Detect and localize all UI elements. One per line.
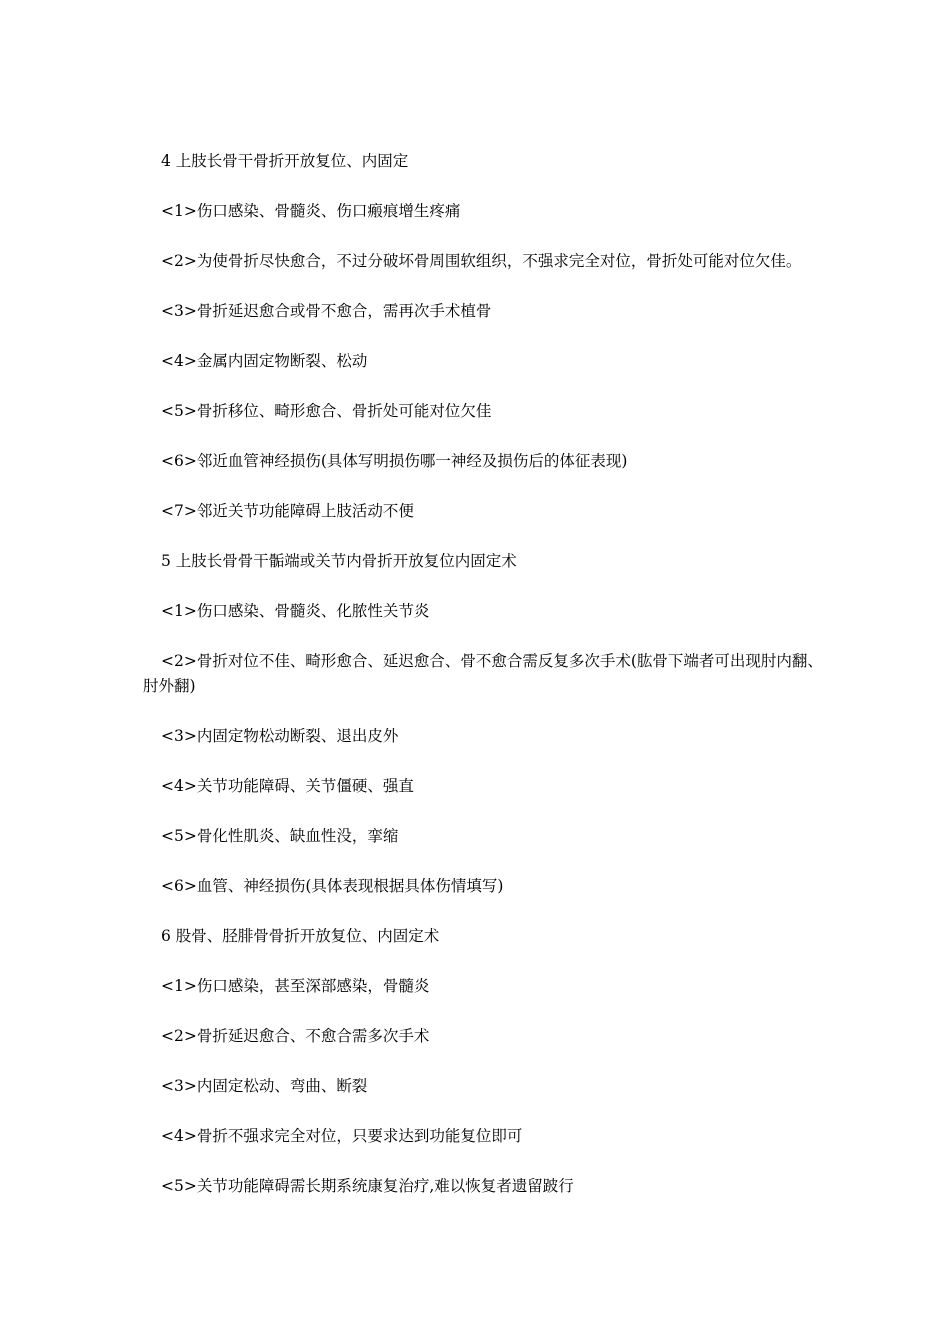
list-item: <3>骨折延迟愈合或骨不愈合，需再次手术植骨 [161, 302, 492, 320]
list-item: <4>骨折不强求完全对位，只要求达到功能复位即可 [161, 1127, 523, 1145]
list-item: <4>金属内固定物断裂、松动 [161, 352, 368, 370]
list-item: <6>邻近血管神经损伤(具体写明损伤哪一神经及损伤后的体征表现) [161, 452, 628, 470]
section-heading-4: 4 上肢长骨干骨折开放复位、内固定 [161, 152, 409, 170]
list-item: <3>内固定物松动断裂、退出皮外 [161, 727, 399, 745]
list-item: <5>骨化性肌炎、缺血性没，挛缩 [161, 827, 399, 845]
list-item: <1>伤口感染、骨髓炎、化脓性关节炎 [161, 602, 430, 620]
list-item: <1>伤口感染、骨髓炎、伤口瘢痕增生疼痛 [161, 202, 461, 220]
list-item: <7>邻近关节功能障碍上肢活动不便 [161, 502, 414, 520]
list-item: <5>骨折移位、畸形愈合、骨折处可能对位欠佳 [161, 402, 492, 420]
list-item: <2>骨折延迟愈合、不愈合需多次手术 [161, 1027, 430, 1045]
list-item: <4>关节功能障碍、关节僵硬、强直 [161, 777, 414, 795]
list-item: <2>为使骨折尽快愈合，不过分破坏骨周围软组织，不强求完全对位，骨折处可能对位欠佳。 [161, 252, 802, 270]
section-heading-6: 6 股骨、胫腓骨骨折开放复位、内固定术 [161, 927, 440, 945]
section-heading-5: 5 上肢长骨骨干骺端或关节内骨折开放复位内固定术 [161, 552, 517, 570]
list-item: <3>内固定松动、弯曲、断裂 [161, 1077, 368, 1095]
list-item: <2>骨折对位不佳、畸形愈合、延迟愈合、骨不愈合需反复多次手术(肱骨下端者可出现肘内翻、肘外翻) [143, 652, 823, 695]
list-item: <6>血管、神经损伤(具体表现根据具体伤情填写) [161, 877, 504, 895]
list-item: <1>伤口感染，甚至深部感染，骨髓炎 [161, 977, 430, 995]
list-item: <5>关节功能障碍需长期系统康复治疗,难以恢复者遗留跛行 [161, 1177, 574, 1195]
document-body [143, 149, 823, 1224]
